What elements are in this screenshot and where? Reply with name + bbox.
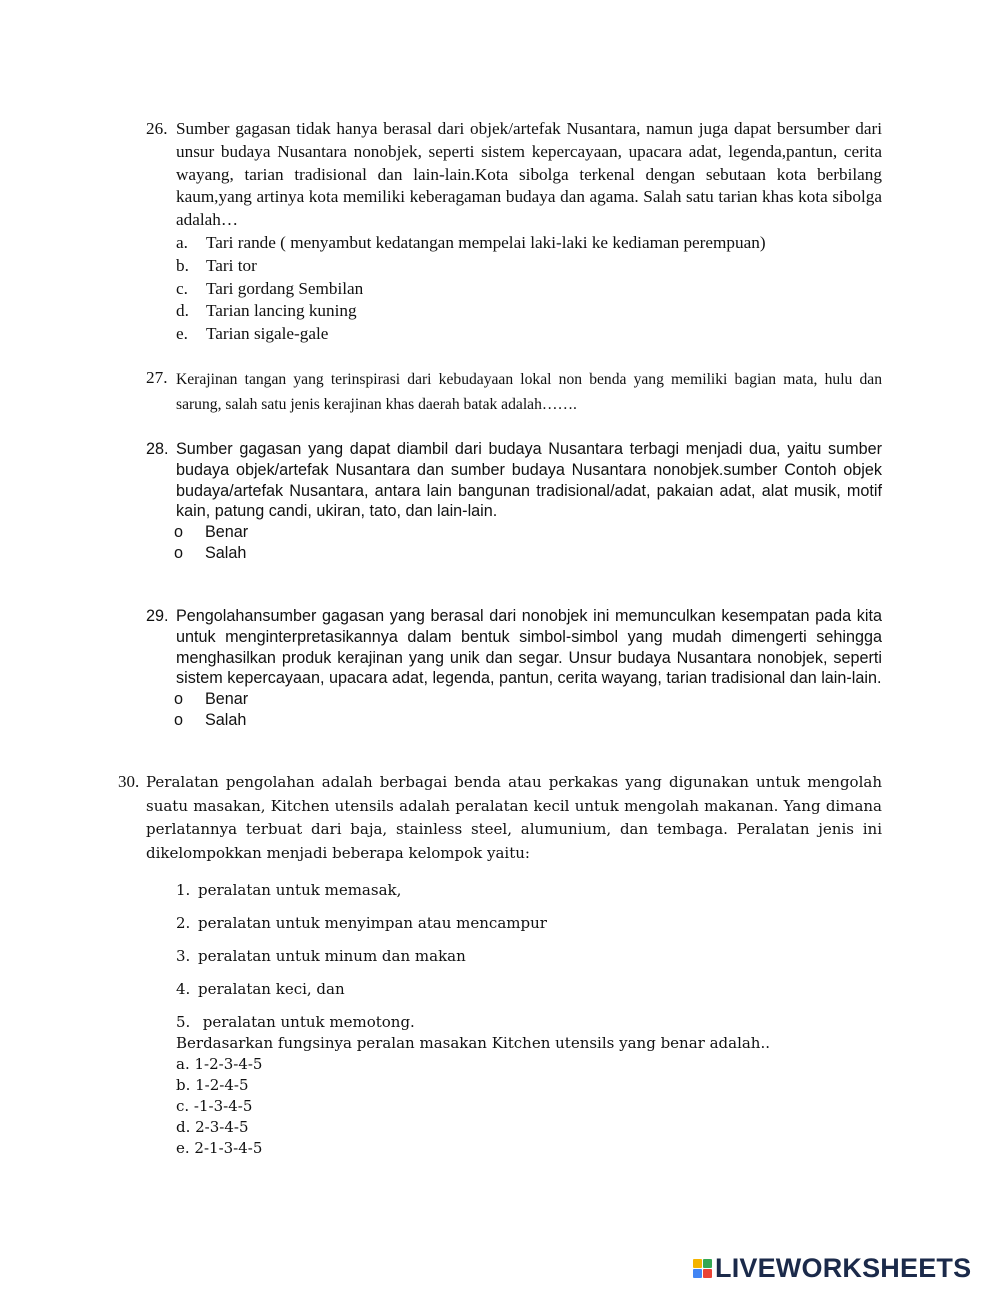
list-item: 5. peralatan untuk memotong. [176, 1013, 415, 1031]
question-text: Sumber gagasan yang dapat diambil dari budaya Nusantara terbagi menjadi dua, yaitu sumber budaya objek/artefak Nusantara dan sumber budaya Nusantara nonobjek.sumber Contoh objek budaya/artefak Nusantara, antara lain bangunan tradisional/adat, pakaian adat, alat musik, motif kain, patung candi, ukiran, tato, dan lain-lain. [176, 440, 882, 521]
answer-option-a[interactable]: a. Tari rande ( menyambut kedatangan mempelai laki-laki ke kediaman perempuan) [176, 232, 766, 252]
answer-option-d[interactable]: d. 2-3-4-5 [176, 1118, 249, 1136]
question-number: 26. [146, 119, 168, 138]
answer-option-e[interactable]: e. Tarian sigale-gale [176, 324, 329, 344]
answer-option-e[interactable]: e. 2-1-3-4-5 [176, 1139, 263, 1157]
question-29 [146, 606, 882, 731]
option-benar[interactable]: o Benar [174, 690, 249, 709]
liveworksheets-logo [693, 1253, 971, 1284]
question-text: Kerajinan tangan yang terinspirasi dari kebudayaan lokal non benda yang memiliki bagian mata, hulu dan sarung, salah satu jenis kerajinan khas daerah batak adalah……. [176, 371, 882, 413]
logo-text: LIVEWORKSHEETS [715, 1253, 972, 1283]
question-text: Peralatan pengolahan adalah berbagai benda atau perkakas yang digunakan untuk mengolah suatu masakan, Kitchen utensils adalah peralatan kecil untuk mengolah makanan. Yang dimana perlatannya terbuat dari baja, stainless steel, alumunium, dan tembaga. Peralatan jenis ini dikelompokkan menjadi beberapa kelompok yaitu: [146, 773, 882, 862]
list-item: 1. peralatan untuk memasak, [176, 881, 402, 899]
question-number: 30. [118, 772, 140, 791]
radio-circle-icon: o [174, 543, 184, 562]
radio-circle-icon: o [174, 690, 184, 709]
question-30 [118, 771, 882, 1159]
answer-option-a[interactable]: a. 1-2-3-4-5 [176, 1055, 263, 1073]
answer-option-c[interactable]: c. Tari gordang Sembilan [176, 278, 364, 298]
question-number: 29. [146, 607, 169, 625]
option-benar[interactable]: o Benar [174, 523, 249, 542]
list-item: 4. peralatan keci, dan [176, 980, 345, 998]
answer-option-b[interactable]: b. Tari tor [176, 255, 257, 275]
question-text: Pengolahansumber gagasan yang berasal dari nonobjek ini memunculkan kesempatan pada kita untuk menginterpretasikannya dalam bentuk simbol-simbol yang mudah dimengerti sehingga menghasilkan produk kerajinan yang unik dan segar. Unsur budaya Nusantara nonobjek, seperti sistem kepercayaan, upacara adat, legenda, pantun, cerita wayang, tarian tradisional dan lain-lain. [176, 607, 882, 688]
radio-circle-icon: o [174, 710, 184, 729]
question-28 [146, 439, 882, 564]
question-number: 27. [146, 368, 168, 387]
group-list [176, 879, 882, 1033]
answer-option-d[interactable]: d. Tarian lancing kuning [176, 301, 357, 321]
answer-option-c[interactable]: c. -1-3-4-5 [176, 1097, 253, 1115]
logo-mark-icon [693, 1259, 712, 1278]
question-number: 28. [146, 440, 169, 458]
question-text: Sumber gagasan tidak hanya berasal dari objek/artefak Nusantara, namun juga dapat bersumber dari unsur budaya Nusantara nonobjek, seperti sistem kepercayaan, upacara adat, legenda,pantun, cerita wayang, tarian tradisional dan lain-lain.Kota sibolga terkenal dengan sebutaan kota berbilang kaum,yang artinya kota memiliki keberagaman budaya dan agama. Salah satu tarian khas kota sibolga adalah… [176, 119, 882, 230]
question-26 [146, 118, 882, 346]
option-salah[interactable]: o Salah [174, 543, 247, 562]
question-27 [146, 367, 882, 417]
list-item: 2. peralatan untuk menyimpan atau mencampur [176, 914, 547, 932]
question-prompt: Berdasarkan fungsinya peralan masakan Kitchen utensils yang benar adalah.. [176, 1034, 771, 1052]
radio-circle-icon: o [174, 523, 184, 542]
option-salah[interactable]: o Salah [174, 710, 247, 729]
list-item: 3. peralatan untuk minum dan makan [176, 947, 466, 965]
answer-option-b[interactable]: b. 1-2-4-5 [176, 1076, 249, 1094]
